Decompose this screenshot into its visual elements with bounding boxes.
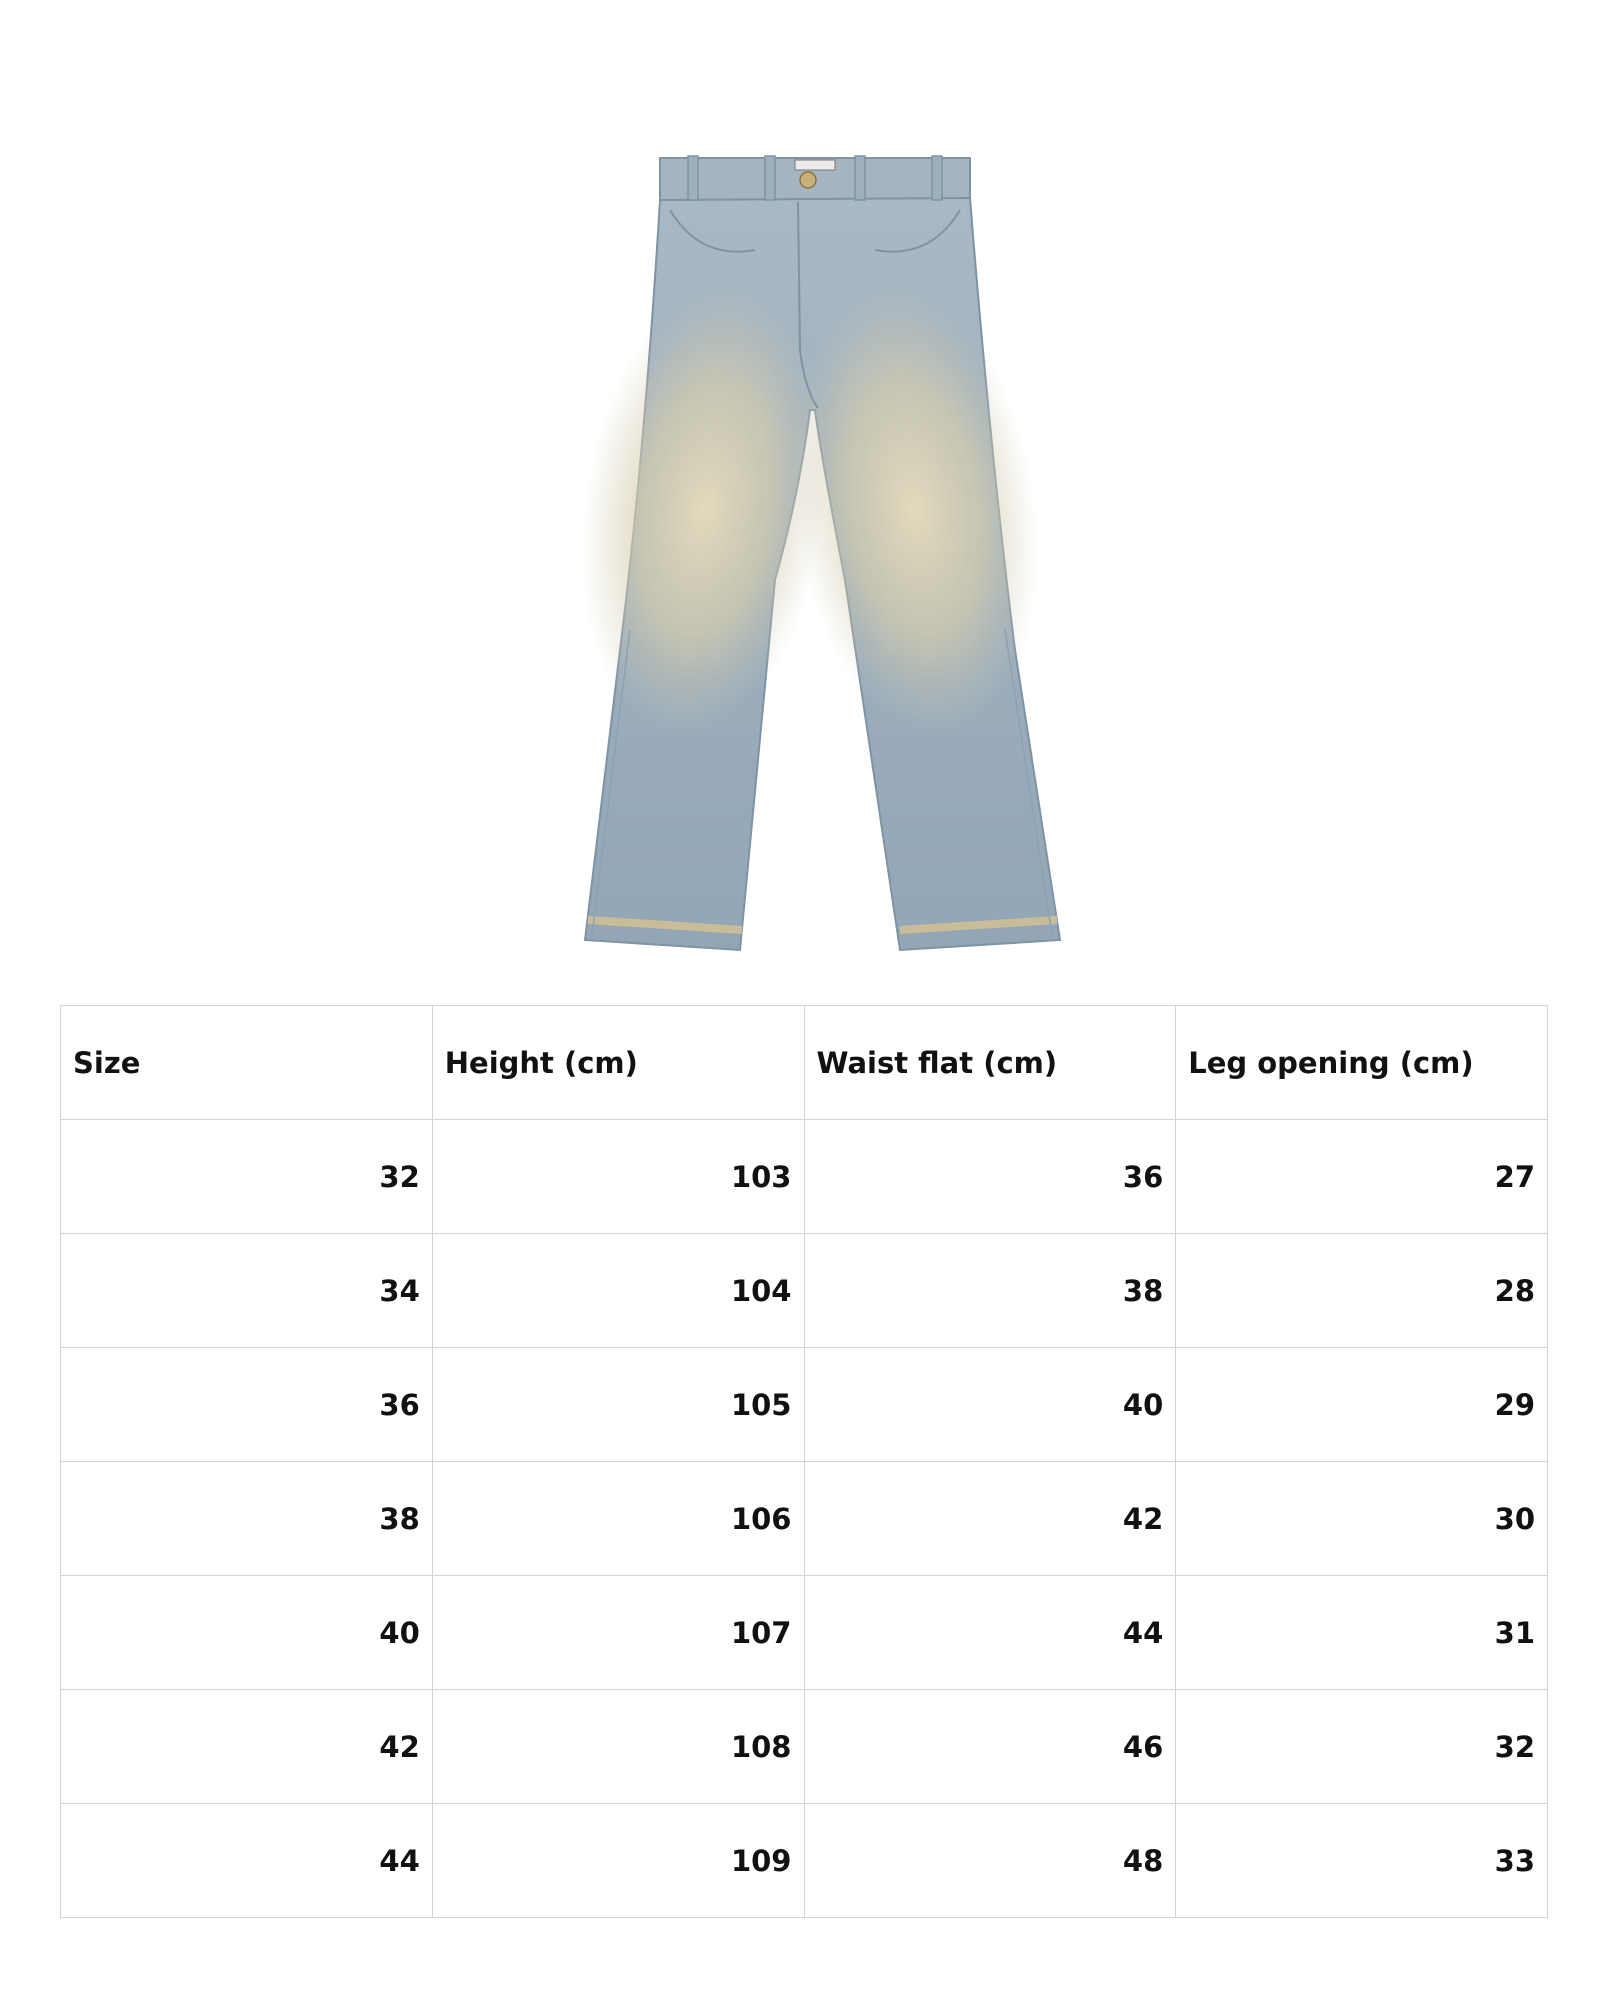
cell-size: 42 (61, 1690, 433, 1804)
table-row (61, 1120, 1548, 1234)
table-row (61, 1690, 1548, 1804)
cell-waist-flat: 38 (804, 1234, 1176, 1348)
table-row (61, 1462, 1548, 1576)
cell-waist-flat: 46 (804, 1690, 1176, 1804)
cell-height: 106 (432, 1462, 804, 1576)
cell-size: 44 (61, 1804, 433, 1918)
header-height: Height (cm) (432, 1006, 804, 1120)
table-row (61, 1348, 1548, 1462)
cell-size: 36 (61, 1348, 433, 1462)
cell-leg-opening: 31 (1176, 1576, 1548, 1690)
cell-leg-opening: 33 (1176, 1804, 1548, 1918)
cell-height: 109 (432, 1804, 804, 1918)
cell-leg-opening: 27 (1176, 1120, 1548, 1234)
table-row (61, 1234, 1548, 1348)
cell-leg-opening: 29 (1176, 1348, 1548, 1462)
header-leg-opening: Leg opening (cm) (1176, 1006, 1548, 1120)
cell-height: 107 (432, 1576, 804, 1690)
cell-waist-flat: 48 (804, 1804, 1176, 1918)
cell-waist-flat: 40 (804, 1348, 1176, 1462)
cell-leg-opening: 28 (1176, 1234, 1548, 1348)
cell-waist-flat: 42 (804, 1462, 1176, 1576)
cell-height: 104 (432, 1234, 804, 1348)
table-header-row (61, 1006, 1548, 1120)
cell-height: 103 (432, 1120, 804, 1234)
cell-height: 105 (432, 1348, 804, 1462)
size-chart-table (60, 1005, 1548, 1918)
header-waist-flat: Waist flat (cm) (804, 1006, 1176, 1120)
cell-leg-opening: 30 (1176, 1462, 1548, 1576)
cell-waist-flat: 36 (804, 1120, 1176, 1234)
cell-leg-opening: 32 (1176, 1690, 1548, 1804)
table-row (61, 1576, 1548, 1690)
cell-size: 40 (61, 1576, 433, 1690)
jeans-label (795, 160, 835, 170)
cell-height: 108 (432, 1690, 804, 1804)
jeans-button (800, 172, 816, 188)
cell-size: 38 (61, 1462, 433, 1576)
table-row (61, 1804, 1548, 1918)
header-size: Size (61, 1006, 433, 1120)
cell-waist-flat: 44 (804, 1576, 1176, 1690)
cell-size: 32 (61, 1120, 433, 1234)
product-photo-jeans (500, 150, 1120, 970)
cell-size: 34 (61, 1234, 433, 1348)
